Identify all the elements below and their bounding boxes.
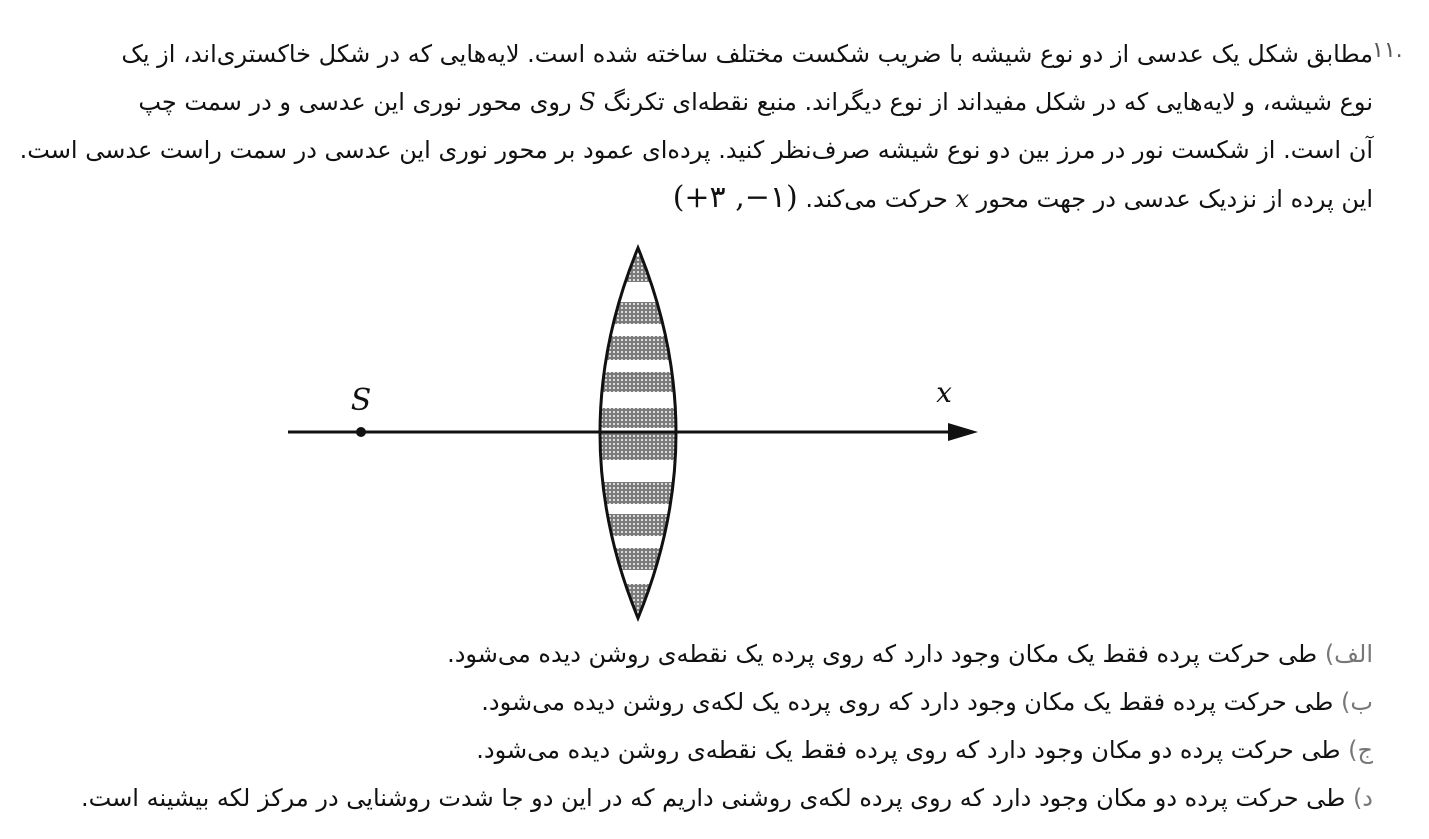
question-line-2 <box>13 78 1373 126</box>
option-b-text: طی حرکت پرده فقط یک مکان وجود دارد که روی پرده یک لکه‌ی روشن دیده می‌شود. <box>481 688 1334 716</box>
question-line-1: مطابق شکل یک عدسی از دو نوع شیشه با ضریب شکست مختلف ساخته شده است. لایه‌هایی که در شکل خاکستری‌اند، از یک <box>121 40 1373 68</box>
point-source-dot <box>356 427 366 437</box>
question-text <box>13 30 1373 223</box>
score-range: (۱−, ۳+) <box>672 180 798 215</box>
question-line-3: آن است. از شکست نور در مرز بین دو نوع شیشه صرف‌نظر کنید. پرده‌ای عمود بر محور نوری این عدسی در سمت راست عدسی است. <box>19 136 1373 164</box>
option-a-text: طی حرکت پرده فقط یک مکان وجود دارد که روی پرده یک نقطه‌ی روشن دیده می‌شود. <box>447 640 1318 668</box>
question-line-2b: روی محور نوری این عدسی و در سمت چپ <box>138 88 572 116</box>
axis-label: x <box>936 376 952 409</box>
lens-figure <box>280 238 1000 628</box>
question-line-4a: این پرده از نزدیک عدسی در جهت محور <box>976 185 1373 213</box>
source-label: S <box>350 383 372 418</box>
option-d-label: د) <box>1352 784 1373 812</box>
option-c-text: طی حرکت پرده دو مکان وجود دارد که روی پرده فقط یک نقطه‌ی روشن دیده می‌شود. <box>476 736 1341 764</box>
option-c[interactable] <box>476 736 1373 764</box>
option-c-label: ج) <box>1348 736 1373 764</box>
option-d-text: طی حرکت پرده دو مکان وجود دارد که روی پرده لکه‌ی روشنی داریم که در این دو جا شدت روشنایی در مرکز لکه بیشینه است. <box>81 784 1346 812</box>
lens-shaded-layers <box>580 256 700 612</box>
question-line-2a: نوع شیشه، و لایه‌هایی که در شکل مفیداند از نوع دیگراند. منبع نقطه‌ای تکرنگ <box>603 88 1373 116</box>
option-b[interactable] <box>481 688 1373 716</box>
option-d[interactable] <box>81 784 1373 812</box>
option-b-label: ب) <box>1341 688 1373 716</box>
option-a-label: الف) <box>1324 640 1373 668</box>
question-number: ۱۱. <box>1372 38 1403 63</box>
axis-symbol: x <box>955 185 970 213</box>
source-symbol: S <box>579 88 596 116</box>
option-a[interactable] <box>447 640 1373 668</box>
axis-arrowhead <box>948 423 978 441</box>
question-line-4b: حرکت می‌کند. <box>805 185 948 213</box>
question-line-4 <box>13 174 1373 223</box>
